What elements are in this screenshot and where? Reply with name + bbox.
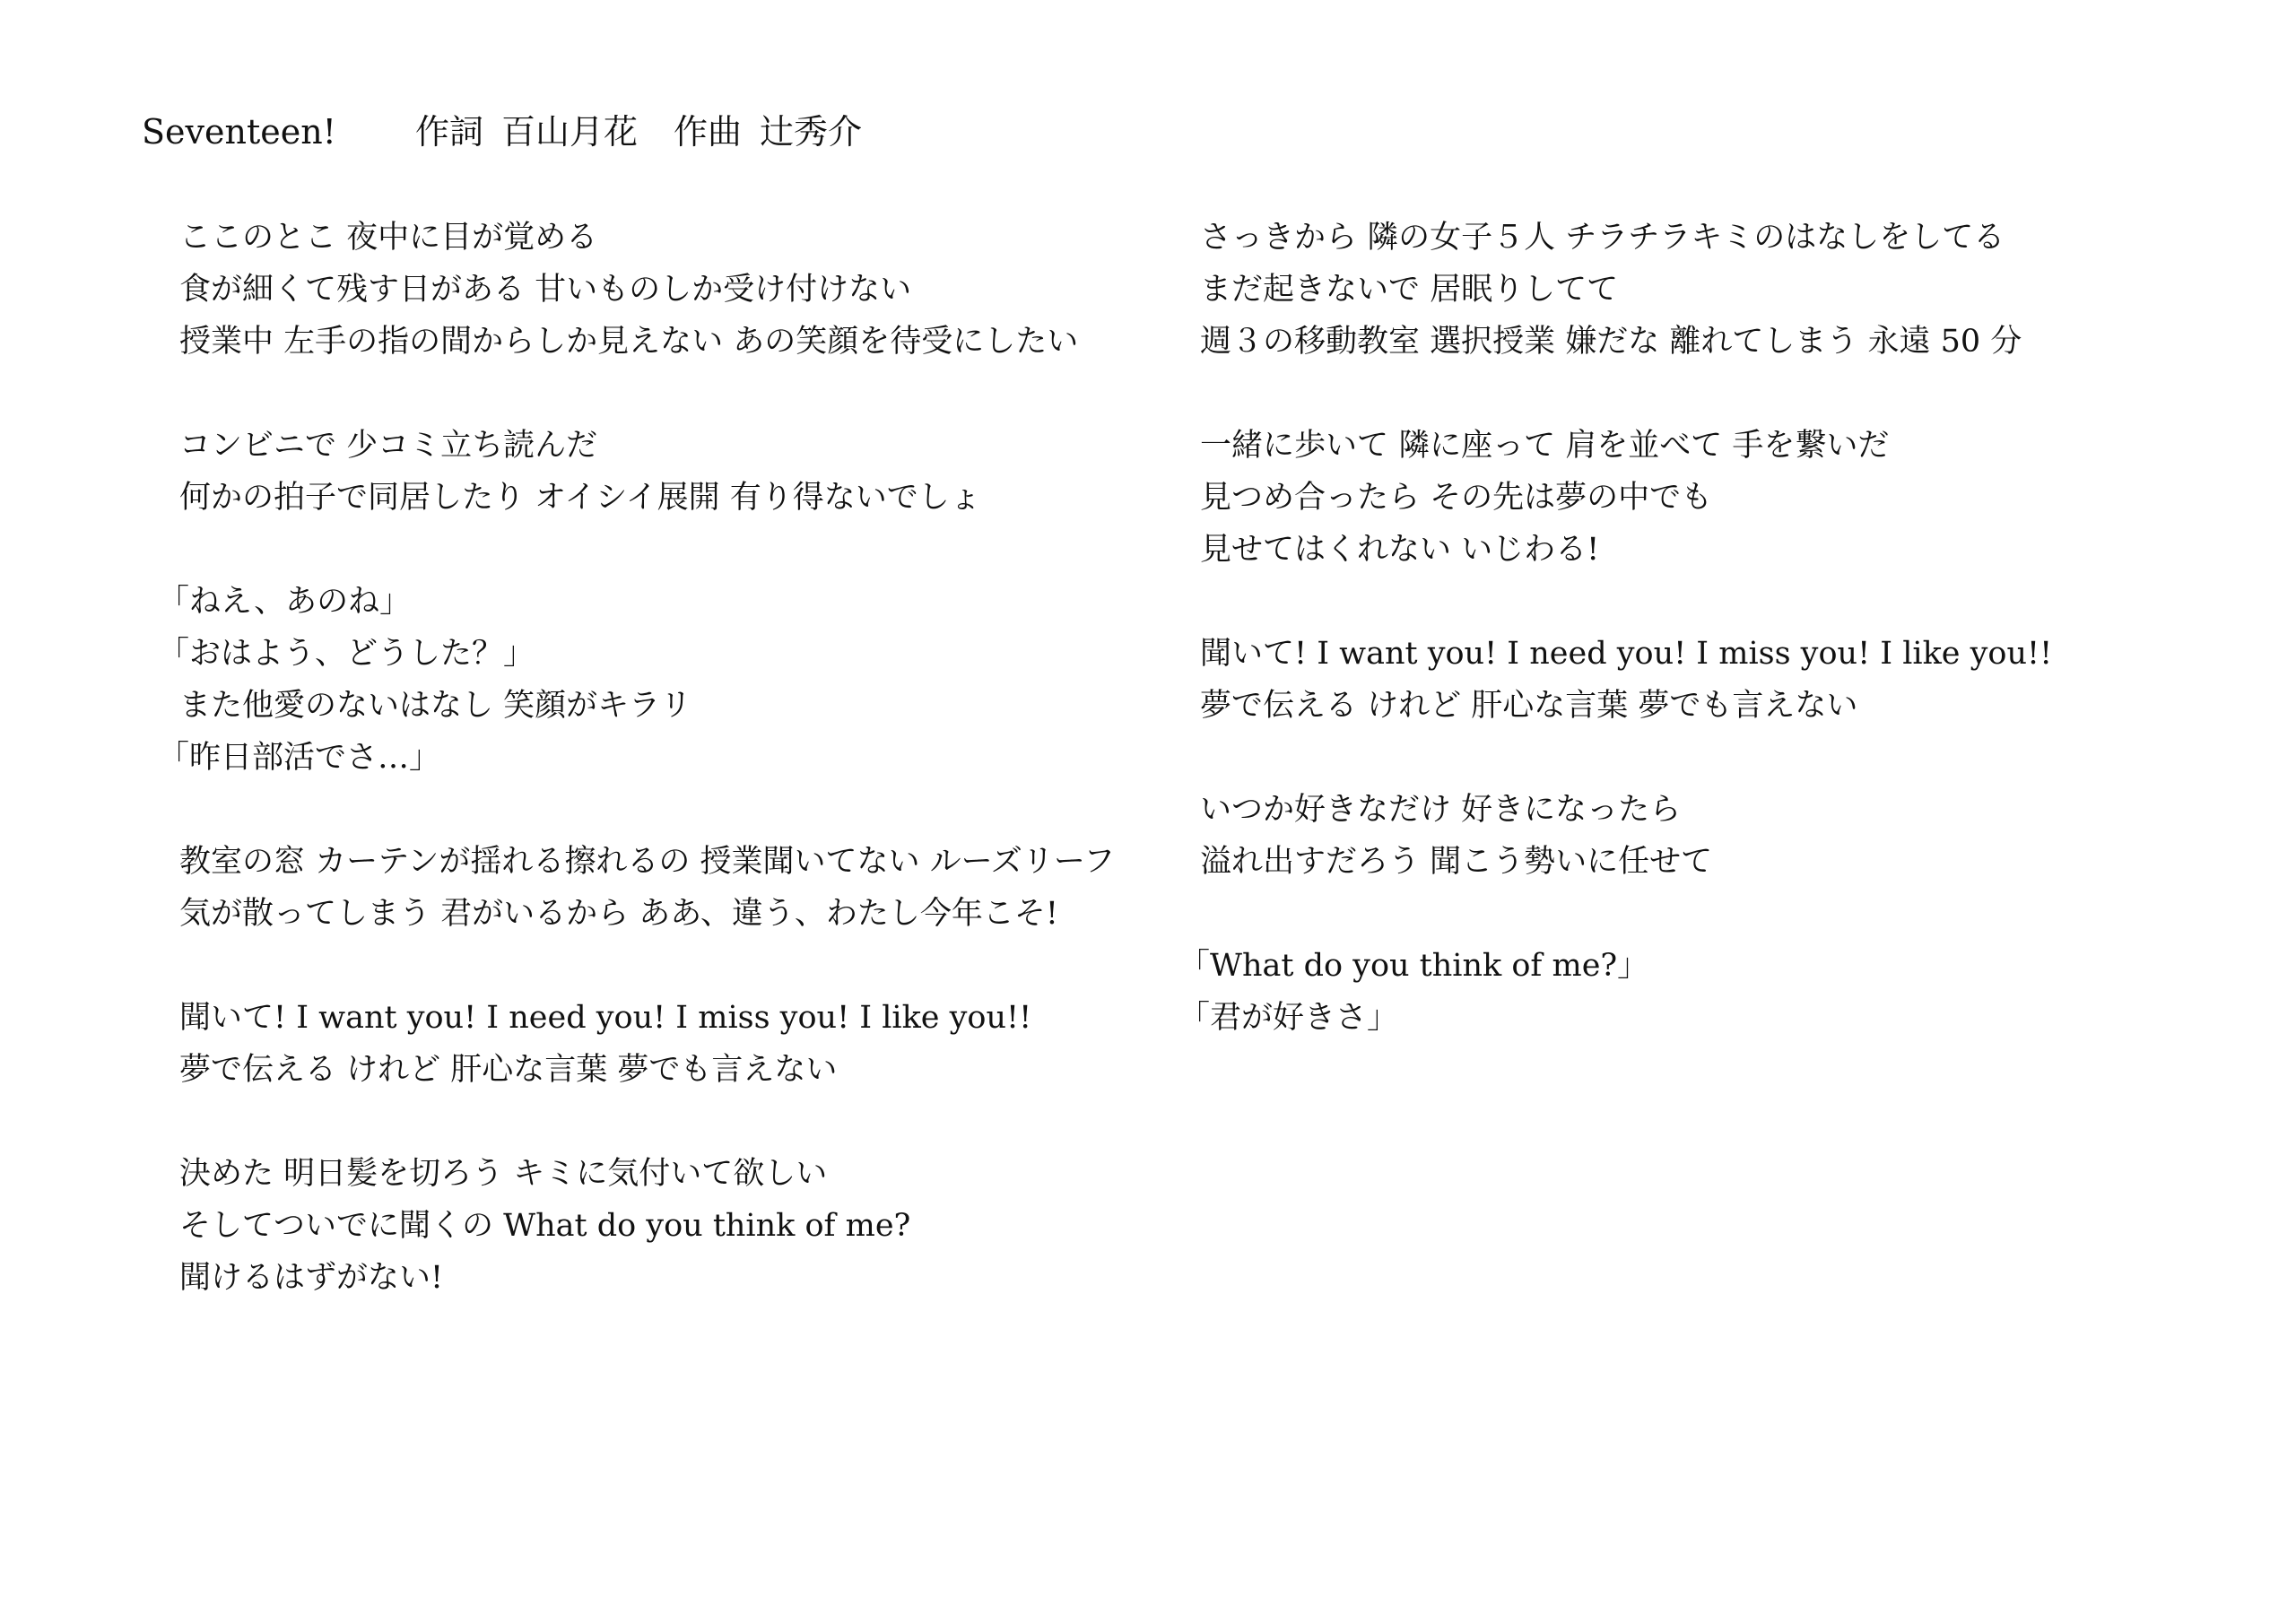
lyric-line: 一緒に歩いて 隣に座って 肩を並べて 手を繋いだ <box>1200 428 1890 464</box>
lyric-line: 「ねえ、あのね」 <box>158 584 412 620</box>
lyric-line: 週３の移動教室 選択授業 嫌だな 離れてしまう 永遠 50 分 <box>1200 324 2022 360</box>
lyric-line: また他愛のないはなし 笑顔がキラリ <box>179 688 692 724</box>
composer-name: 辻秀介 <box>760 112 863 152</box>
lyric-line: 決めた 明日髪を切ろう キミに気付いて欲しい <box>179 1156 828 1192</box>
lyric-line: 見せてはくれない いじわる! <box>1200 532 1600 568</box>
lyric-line: 見つめ合ったら その先は夢の中でも <box>1200 480 1713 516</box>
stanza-gap <box>179 1096 1115 1148</box>
lyric-line: さっきから 隣の女子５人 チラチラキミのはなしをしてる <box>1200 220 2005 256</box>
lyric-line: 「おはよう、どうした？」 <box>158 636 535 672</box>
lyric-line: まだ起きないで 居眠りしてて <box>1200 272 1619 308</box>
stanza-gap <box>1200 888 2052 940</box>
stanza-gap <box>179 524 1115 576</box>
lyric-line: 気が散ってしまう 君がいるから ああ、違う、わたし今年こそ! <box>179 896 1058 932</box>
lyric-line: 「昨日部活でさ…」 <box>158 740 441 776</box>
lyric-line: ここのとこ 夜中に目が覚める <box>179 220 598 256</box>
lyrics-credit-label: 作詞 <box>414 112 483 152</box>
lyric-line: 何かの拍子で同居したり オイシイ展開 有り得ないでしょ <box>179 480 981 516</box>
lyric-line: 夢で伝える けれど 肝心な言葉 夢でも言えない <box>1200 688 1858 724</box>
stanza-gap <box>1200 732 2052 784</box>
lyric-line: 「君が好きさ」 <box>1178 1000 1399 1036</box>
lyric-line: 食が細くて残す日がある 甘いものしか受け付けない <box>179 272 912 308</box>
lyricist-name: 百山月花 <box>500 112 638 152</box>
stanza-gap <box>179 368 1115 420</box>
lyric-line: 授業中 左手の指の間からしか見えない あの笑顔を待受にしたい <box>179 324 1079 360</box>
stanza-gap <box>1200 576 2052 628</box>
stanza-gap <box>179 940 1115 992</box>
lyrics-left-column <box>158 212 1116 1304</box>
music-credit-label: 作曲 <box>673 112 742 152</box>
lyric-line: 聞いて! I want you! I need you! I miss you! I like you!! <box>1200 636 2053 672</box>
stanza-gap <box>179 784 1115 836</box>
lyric-line: 聞いて! I want you! I need you! I miss you! I like you!! <box>179 1000 1032 1036</box>
lyric-line: 溢れ出すだろう 聞こう勢いに任せて <box>1200 844 1713 880</box>
lyric-line: 夢で伝える けれど 肝心な言葉 夢でも言えない <box>179 1052 838 1088</box>
lyrics-right-column <box>1178 212 2053 1044</box>
song-title: Seventeen! <box>142 112 336 152</box>
lyric-line: 教室の窓 カーテンが揺れる擦れるの 授業聞いてない ルーズリーフ <box>179 844 1116 880</box>
lyric-line: そしてついでに聞くの What do you think of me? <box>179 1208 911 1244</box>
lyric-line: 「What do you think of me?」 <box>1178 948 1649 984</box>
lyric-line: いつか好きなだけ 好きになったら <box>1200 792 1682 828</box>
stanza-gap <box>1200 368 2052 420</box>
page-header <box>142 106 862 158</box>
lyric-line: コンビニで 少コミ立ち読んだ <box>179 428 598 464</box>
lyric-line: 聞けるはずがない! <box>179 1260 444 1296</box>
